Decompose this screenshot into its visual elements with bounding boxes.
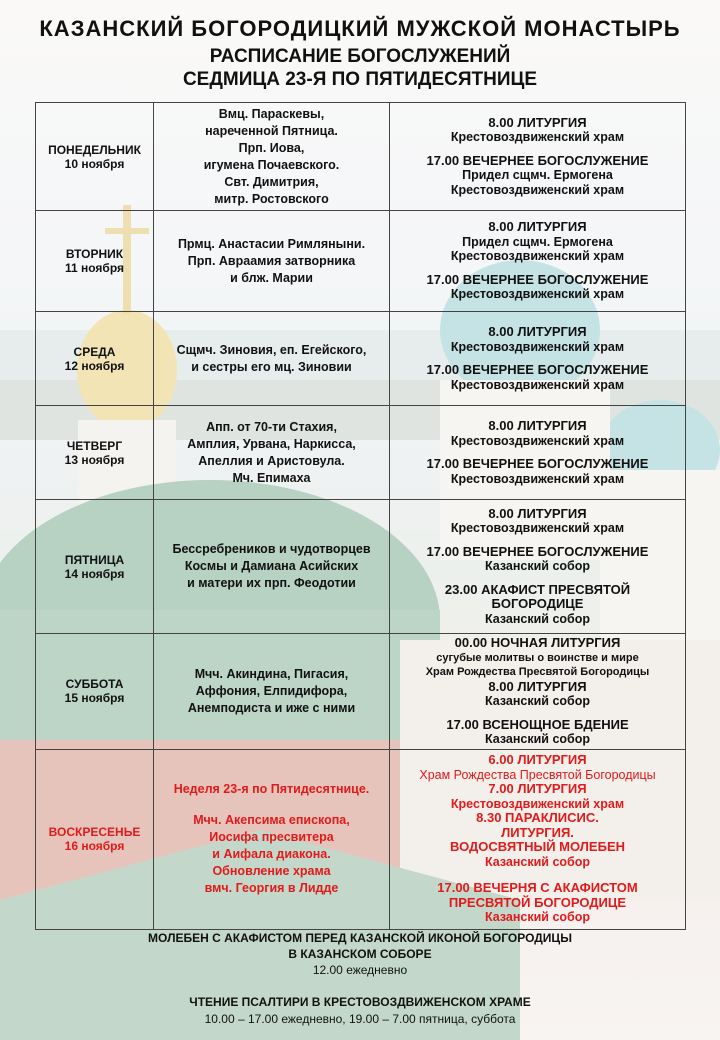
day-cell bbox=[36, 406, 154, 500]
week-title: СЕДМИЦА 23-Я ПО ПЯТИДЕСЯТНИЦЕ bbox=[182, 69, 538, 90]
saints-cell bbox=[154, 211, 390, 312]
service-line: Казанский собор bbox=[484, 694, 591, 708]
day-date: 11 ноября bbox=[64, 261, 125, 275]
saints-cell bbox=[154, 406, 390, 500]
service-line: 17.00 ВЕЧЕРНЯ С АКАФИСТОМ bbox=[437, 880, 638, 896]
day-date: 16 ноября bbox=[64, 839, 125, 853]
service-line: 8.00 ЛИТУРГИЯ bbox=[488, 678, 587, 694]
saint-line: Бессребреников и чудотворцев bbox=[172, 542, 371, 556]
day-name: ПЯТНИЦА bbox=[64, 552, 125, 567]
saint-line: Апеллия и Аристовула. bbox=[198, 453, 345, 468]
saint-line: и сестры его мц. Зиновии bbox=[191, 359, 352, 374]
service-line: Храм Рождества Пресвятой Богородицы bbox=[425, 666, 650, 678]
service-line: ВОДОСВЯТНЫЙ МОЛЕБЕН bbox=[450, 839, 625, 855]
service-line: Крестовоздвиженский храм bbox=[450, 339, 625, 354]
table-row bbox=[36, 103, 686, 211]
saint-line: и блж. Марии bbox=[230, 270, 313, 285]
service-line: Придел сщмч. Ермогена bbox=[462, 234, 613, 249]
services-cell bbox=[390, 312, 686, 406]
service-line: 8.00 ЛИТУРГИЯ bbox=[488, 114, 587, 130]
saint-line: и матери их прп. Феодотии bbox=[187, 576, 356, 590]
service-line: Храм Рождества Пресвятой Богородицы bbox=[419, 767, 656, 782]
service-line: 8.00 ЛИТУРГИЯ bbox=[488, 219, 587, 235]
saint-line: вмч. Георгия в Лидде bbox=[204, 881, 339, 895]
psalter-notice: ЧТЕНИЕ ПСАЛТИРИ В КРЕСТОВОЗДВИЖЕНСКОМ ХРАМЕ bbox=[189, 995, 531, 1009]
day-name: СУББОТА bbox=[65, 677, 124, 692]
service-line: 00.00 НОЧНАЯ ЛИТУРГИЯ bbox=[454, 635, 621, 650]
day-date: 10 ноября bbox=[64, 156, 125, 171]
saint-line: Вмц. Параскевы, bbox=[218, 106, 325, 121]
table-row bbox=[36, 312, 686, 406]
saint-line: и Аифала диакона. bbox=[212, 847, 331, 861]
saint-line: игумена Почаевского. bbox=[203, 157, 340, 172]
service-line: 23.00 АКАФИСТ ПРЕСВЯТОЙ bbox=[444, 581, 631, 597]
services-cell bbox=[390, 749, 686, 929]
saint-line: Сщмч. Зиновия, еп. Егейского, bbox=[176, 342, 367, 357]
saints-cell bbox=[154, 634, 390, 750]
service-line: Крестовоздвиженский храм bbox=[450, 287, 625, 302]
service-line: Крестовоздвиженский храм bbox=[450, 433, 625, 448]
day-name: ВОСКРЕСЕНЬЕ bbox=[48, 825, 141, 839]
day-name: ЧЕТВЕРГ bbox=[66, 438, 123, 453]
service-line: ПРЕСВЯТОЙ БОГОРОДИЦЕ bbox=[448, 894, 627, 910]
day-name: ВТОРНИК bbox=[65, 247, 124, 261]
service-line: 17.00 ВЕЧЕРНЕЕ БОГОСЛУЖЕНИЕ bbox=[426, 152, 649, 168]
day-cell bbox=[36, 500, 154, 634]
service-line: 17.00 ВСЕНОЩНОЕ БДЕНИЕ bbox=[446, 716, 629, 732]
day-date: 14 ноября bbox=[64, 566, 125, 581]
service-line: 8.00 ЛИТУРГИЯ bbox=[488, 505, 587, 521]
saint-line: Мч. Епимаха bbox=[232, 470, 311, 485]
day-cell bbox=[36, 634, 154, 750]
day-cell bbox=[36, 211, 154, 312]
service-line: БОГОРОДИЦЕ bbox=[491, 596, 584, 612]
saint-line: Аффония, Елпидифора, bbox=[195, 683, 348, 698]
table-row bbox=[36, 634, 686, 750]
saint-line: Апп. от 70-ти Стахия, bbox=[206, 419, 337, 434]
service-line: 6.00 ЛИТУРГИЯ bbox=[488, 752, 587, 768]
service-line: 8.00 ЛИТУРГИЯ bbox=[488, 324, 587, 339]
service-line: Крестовоздвиженский храм bbox=[450, 182, 625, 197]
services-cell bbox=[390, 500, 686, 634]
service-line: ЛИТУРГИЯ. bbox=[501, 824, 574, 840]
saints-cell bbox=[154, 500, 390, 634]
services-cell bbox=[390, 634, 686, 750]
services-cell bbox=[390, 211, 686, 312]
saint-line: Неделя 23-я по Пятидесятнице. bbox=[173, 782, 370, 796]
service-line: Крестовоздвиженский храм bbox=[450, 130, 625, 145]
psalter-hours: 10.00 – 17.00 ежедневно, 19.00 – 7.00 пятница, суббота bbox=[204, 1012, 516, 1026]
table-row bbox=[36, 406, 686, 500]
saint-line: Прп. Иова, bbox=[238, 140, 305, 155]
saint-line: Анемподиста и иже с ними bbox=[187, 700, 356, 715]
saints-cell bbox=[154, 749, 390, 929]
saints-cell bbox=[154, 312, 390, 406]
day-cell bbox=[36, 312, 154, 406]
services-cell bbox=[390, 406, 686, 500]
moleben-location: В КАЗАНСКОМ СОБОРЕ bbox=[288, 947, 432, 961]
saint-line: митр. Ростовского bbox=[214, 191, 329, 206]
saint-line: Свт. Димитрия, bbox=[224, 174, 319, 189]
schedule-title: РАСПИСАНИЕ БОГОСЛУЖЕНИЙ bbox=[209, 46, 511, 67]
day-name: ПОНЕДЕЛЬНИК bbox=[48, 142, 141, 157]
day-date: 13 ноября bbox=[64, 452, 125, 467]
service-line: Крестовоздвиженский храм bbox=[450, 471, 625, 486]
service-line: Казанский собор bbox=[484, 732, 591, 746]
saint-line: нареченной Пятница. bbox=[205, 123, 338, 138]
saint-line: Обновление храма bbox=[212, 864, 331, 878]
service-line: 17.00 ВЕЧЕРНЕЕ БОГОСЛУЖЕНИЕ bbox=[426, 271, 649, 287]
table-row bbox=[36, 500, 686, 634]
saint-line: Амплия, Урвана, Наркисса, bbox=[187, 436, 356, 451]
table-row bbox=[36, 749, 686, 929]
moleben-notice: МОЛЕБЕН С АКАФИСТОМ ПЕРЕД КАЗАНСКОЙ ИКОНОЙ БОГОРОДИЦЫ bbox=[148, 931, 572, 945]
moleben-time: 12.00 ежедневно bbox=[312, 963, 408, 977]
service-line: Казанский собор bbox=[484, 854, 591, 869]
day-cell bbox=[36, 103, 154, 211]
service-line: Казанский собор bbox=[484, 559, 591, 574]
saints-cell bbox=[154, 103, 390, 211]
day-cell bbox=[36, 749, 154, 929]
service-line: 7.00 ЛИТУРГИЯ bbox=[488, 781, 587, 797]
service-line: Казанский собор bbox=[484, 611, 591, 626]
service-line: 17.00 ВЕЧЕРНЕЕ БОГОСЛУЖЕНИЕ bbox=[426, 362, 649, 377]
monastery-title: КАЗАНСКИЙ БОГОРОДИЦКИЙ МУЖСКОЙ МОНАСТЫРЬ bbox=[39, 16, 681, 41]
saint-line: Космы и Дамиана Асийских bbox=[184, 559, 359, 573]
services-cell bbox=[390, 103, 686, 211]
service-line: Крестовоздвиженский храм bbox=[450, 249, 625, 264]
service-line: сугубые молитвы о воинстве и мире bbox=[436, 651, 639, 664]
service-line: 17.00 ВЕЧЕРНЕЕ БОГОСЛУЖЕНИЕ bbox=[426, 456, 649, 471]
day-date: 15 ноября bbox=[64, 691, 125, 706]
saint-line: Прп. Авраамия затворника bbox=[187, 253, 356, 268]
saint-line: Прмц. Анастасии Римляныни. bbox=[177, 236, 366, 251]
service-line: Крестовоздвиженский храм bbox=[450, 521, 625, 536]
service-line: Казанский собор bbox=[484, 910, 591, 925]
schedule-table bbox=[35, 102, 686, 930]
service-line: 8.00 ЛИТУРГИЯ bbox=[488, 418, 587, 433]
day-name: СРЕДА bbox=[73, 344, 116, 359]
table-row bbox=[36, 211, 686, 312]
service-line: 17.00 ВЕЧЕРНЕЕ БОГОСЛУЖЕНИЕ bbox=[426, 543, 649, 559]
day-date: 12 ноября bbox=[64, 358, 125, 373]
service-line: Крестовоздвиженский храм bbox=[450, 377, 625, 392]
service-line: Придел сщмч. Ермогена bbox=[462, 168, 613, 183]
service-line: Крестовоздвиженский храм bbox=[450, 796, 625, 811]
saint-line: Иосифа пресвитера bbox=[209, 830, 334, 844]
service-line: 8.30 ПАРАКЛИСИС. bbox=[476, 810, 599, 826]
saint-line: Мчч. Акепсима епископа, bbox=[193, 813, 350, 827]
saint-line: Мчч. Акиндина, Пигасия, bbox=[194, 666, 349, 681]
